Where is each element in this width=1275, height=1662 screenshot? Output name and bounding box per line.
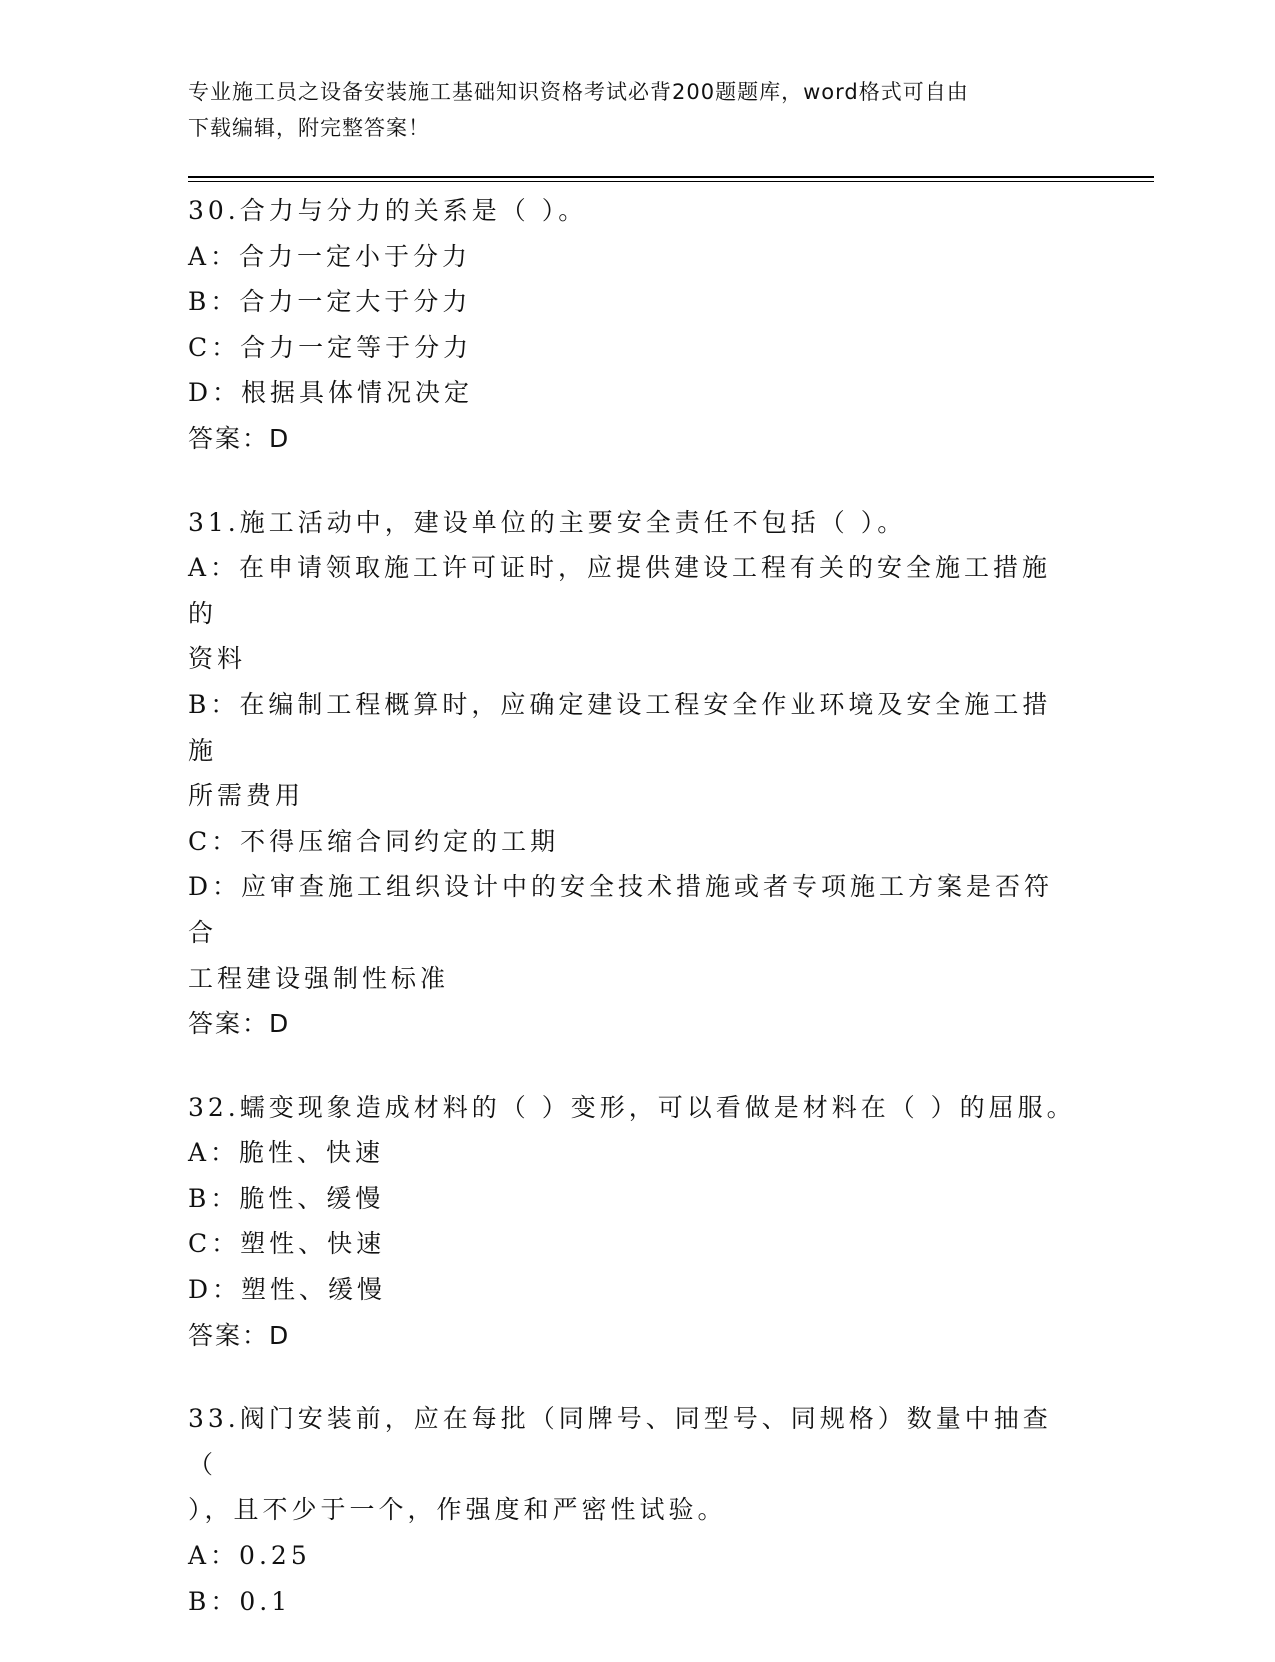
question-stem: ），且不少于一个，作强度和严密性试验。 [188, 1495, 727, 1525]
answer-key: 答案：D [188, 1009, 291, 1039]
answer-option: B：脆性、缓慢 [188, 1183, 385, 1213]
answer-key: 答案：D [188, 423, 291, 453]
answer-option: B：在编制工程概算时，应确定建设工程安全作业环境及安全施工措施 [188, 689, 1052, 765]
answer-key: 答案：D [188, 1320, 291, 1350]
answer-option: C：塑性、快速 [188, 1229, 386, 1259]
answer-option: B：0.1 [188, 1586, 292, 1616]
answer-option: D：根据具体情况决定 [188, 378, 474, 408]
answer-option: A：合力一定小于分力 [188, 241, 472, 271]
answer-option: 工程建设强制性标准 [188, 963, 450, 993]
answer-option: 所需费用 [188, 781, 305, 811]
header-rule-thin [188, 181, 1154, 182]
answer-option: D：塑性、缓慢 [188, 1275, 387, 1305]
answer-option: 资料 [188, 644, 247, 674]
header-line-2: 下载编辑，附完整答案！ [188, 116, 430, 140]
answer-option: B：合力一定大于分力 [188, 287, 472, 317]
answer-option: C：合力一定等于分力 [188, 332, 473, 362]
header-line-1: 专业施工员之设备安装施工基础知识资格考试必背200题题库，word格式可自由 [188, 80, 969, 104]
question-block [188, 1396, 1078, 1624]
question-list [188, 188, 1078, 1662]
answer-option: D：应审查施工组织设计中的安全技术措施或者专项施工方案是否符合 [188, 872, 1054, 947]
answer-option: A：0.25 [188, 1541, 311, 1571]
question-stem: 32.蠕变现象造成材料的（ ）变形，可以看做是材料在（ ）的屈服。 [188, 1092, 1076, 1122]
question-block [188, 500, 1078, 1047]
question-stem: 31.施工活动中，建设单位的主要安全责任不包括（ ）。 [188, 507, 907, 537]
header-rule-thick [188, 176, 1154, 178]
question-stem: 33.阀门安装前，应在每批（同牌号、同型号、同规格）数量中抽查（ [188, 1404, 1052, 1479]
question-block [188, 188, 1078, 462]
answer-option: C：不得压缩合同约定的工期 [188, 826, 560, 856]
document-header [188, 74, 1068, 146]
question-block [188, 1085, 1078, 1359]
question-stem: 30.合力与分力的关系是（ ）。 [188, 196, 588, 225]
answer-option: A：脆性、快速 [188, 1138, 385, 1168]
answer-option: A：在申请领取施工许可证时，应提供建设工程有关的安全施工措施的 [188, 553, 1052, 628]
